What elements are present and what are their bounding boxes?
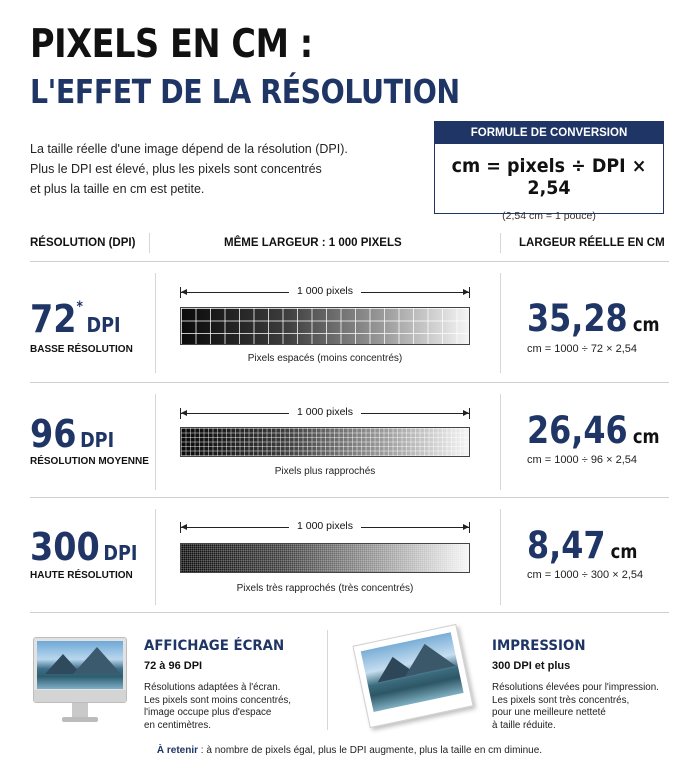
pixel-strip-300 [180,543,470,573]
panel-divider [327,630,328,730]
screen-panel-text: Résolutions adaptées à l'écran. Les pixels sont moins concentrés, l'image occupe plus d'espace en centimètres. [144,682,292,731]
cm-value: 35,28 cm [527,297,660,340]
cm-value: 26,46 cm [527,409,660,452]
row-divider [500,394,501,490]
measure-label: 1 000 pixels [289,285,361,297]
row-divider [500,509,501,605]
dpi-label: BASSE RÉSOLUTION [30,344,133,355]
intro-line: et plus la taille en cm est petite. [30,182,205,196]
width-measure [180,521,470,533]
print-panel-subtitle: 300 DPI et plus [492,660,571,672]
column-header-width: MÊME LARGEUR : 1 000 PIXELS [224,237,402,249]
footer-note [0,745,699,756]
strip-caption: Pixels espacés (moins concentrés) [247,353,403,364]
dpi-value: 96 DPI [30,412,115,456]
intro-text [30,139,390,199]
formula-box [434,121,664,222]
cm-formula: cm = 1000 ÷ 72 × 2,54 [527,343,637,355]
dpi-label: HAUTE RÉSOLUTION [30,570,133,581]
formula-expression: cm = pixels ÷ DPI × 2,54 [451,155,647,199]
cm-formula: cm = 1000 ÷ 96 × 2,54 [527,454,637,466]
cm-formula: cm = 1000 ÷ 300 × 2,54 [527,569,644,581]
measure-label: 1 000 pixels [289,520,361,532]
intro-line: Plus le DPI est élevé, plus les pixels sont concentrés [30,162,322,176]
measure-label: 1 000 pixels [289,406,361,418]
divider [30,497,669,498]
screen-panel-title: AFFICHAGE ÉCRAN [144,638,285,654]
print-panel-text: Résolutions élevées pour l'impression. Les pixels sont très concentrés, pour une meilleure netteté à taille réduite. [492,682,659,731]
width-measure [180,286,470,298]
column-header-real-width: LARGEUR RÉELLE EN CM [519,237,665,249]
monitor-icon [33,637,127,724]
strip-caption: Pixels très rapprochés (très concentrés) [236,583,414,594]
header-divider [500,233,501,253]
divider [30,612,669,613]
width-measure [180,407,470,419]
footer-text: : à nombre de pixels égal, plus le DPI augmente, plus la taille en cm diminue. [198,745,543,756]
dpi-value: 300 DPI [30,525,138,569]
divider [30,382,669,383]
formula-heading: FORMULE DE CONVERSION [435,122,663,144]
page-subtitle: L'EFFET DE LA RÉSOLUTION [30,72,460,111]
screen-panel-subtitle: 72 à 96 DPI [144,660,203,672]
strip-caption: Pixels plus rapprochés [274,466,376,477]
row-divider [155,394,156,490]
formula-note: (2,54 cm = 1 pouce) [502,210,596,222]
row-divider [155,273,156,373]
print-panel-title: IMPRESSION [492,638,586,654]
dpi-label: RÉSOLUTION MOYENNE [30,456,149,467]
dpi-value: 72*DPI [30,297,121,341]
footer-emphasis: À retenir [156,745,199,756]
column-header-resolution: RÉSOLUTION (DPI) [30,237,136,249]
header-divider [149,233,150,253]
page-title: PIXELS EN CM : [30,22,313,67]
cm-value: 8,47 cm [527,524,638,567]
printed-photo-icon [352,624,473,728]
pixel-strip-72 [180,307,470,345]
intro-line: La taille réelle d'une image dépend de la résolution (DPI). [30,142,348,156]
divider [30,261,669,262]
pixel-strip-96 [180,427,470,457]
row-divider [155,509,156,605]
row-divider [500,273,501,373]
